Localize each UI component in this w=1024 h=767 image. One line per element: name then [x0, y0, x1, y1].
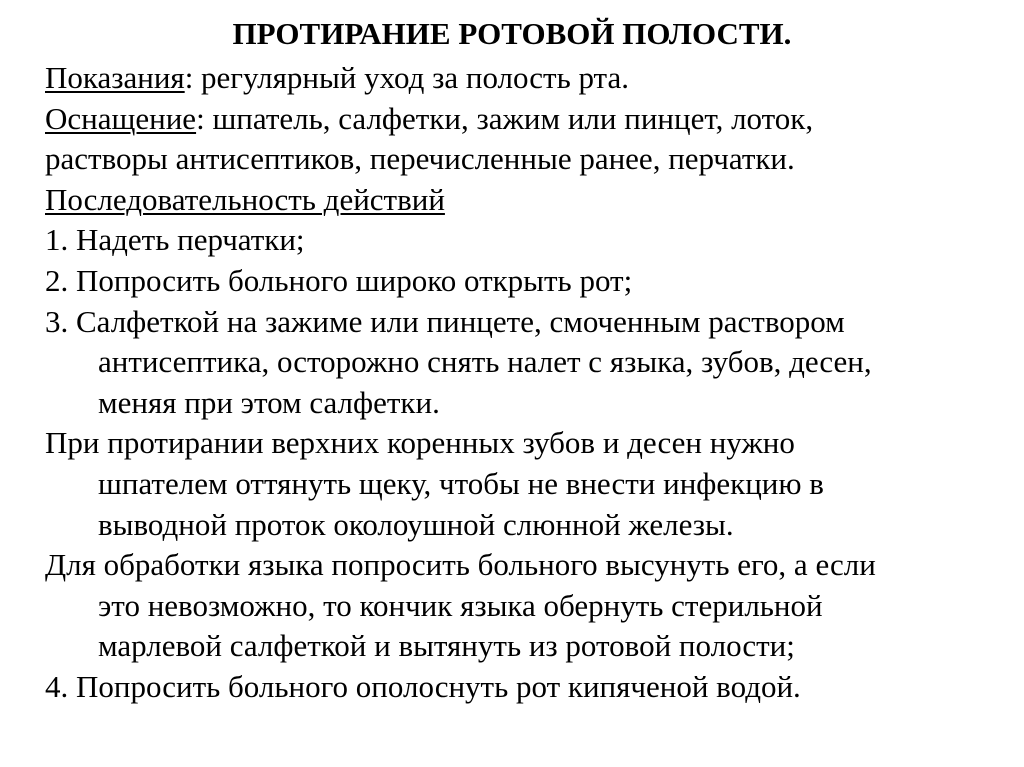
sequence-heading — [45, 180, 1005, 221]
equipment-line-1 — [45, 99, 1005, 140]
slide-body — [45, 58, 1005, 708]
tongue-line-3: марлевой салфеткой и вытянуть из ротовой полости; — [98, 628, 795, 664]
indications-line — [45, 58, 1005, 99]
step-2: 2. Попросить больного широко открыть рот; — [45, 262, 633, 298]
tongue-line-2: это невозможно, то кончик языка обернуть стерильной — [98, 587, 823, 623]
indications-label: Показания — [45, 60, 185, 95]
equipment-label: Оснащение — [45, 100, 197, 136]
step-3-line-1: 3. Салфеткой на зажиме или пинцете, смоченным раствором — [45, 303, 845, 339]
sequence-heading-text: Последовательность действий — [45, 181, 445, 217]
step-3-line-3: меняя при этом салфетки. — [98, 384, 440, 420]
indications-text: : регулярный уход за полость рта. — [184, 60, 629, 95]
step-1: 1. Надеть перчатки; — [45, 222, 305, 258]
step-4: 4. Попросить больного ополоснуть рот кипяченой водой. — [45, 668, 801, 704]
molars-line-3: выводной проток околоушной слюнной железы. — [98, 506, 734, 542]
tongue-line-1: Для обработки языка попросить больного высунуть его, а если — [45, 547, 876, 583]
equipment-text-1: : шпатель, салфетки, зажим или пинцет, лоток, — [196, 100, 814, 136]
equipment-line-2: растворы антисептиков, перечисленные ранее, перчатки. — [45, 141, 795, 177]
step-3-line-2: антисептика, осторожно снять налет с языка, зубов, десен, — [98, 344, 872, 380]
molars-line-1: При протирании верхних коренных зубов и десен нужно — [45, 425, 795, 461]
molars-line-2: шпателем оттянуть щеку, чтобы не внести инфекцию в — [98, 465, 824, 501]
slide-title: ПРОТИРАНИЕ РОТОВОЙ ПОЛОСТИ. — [232, 16, 792, 51]
